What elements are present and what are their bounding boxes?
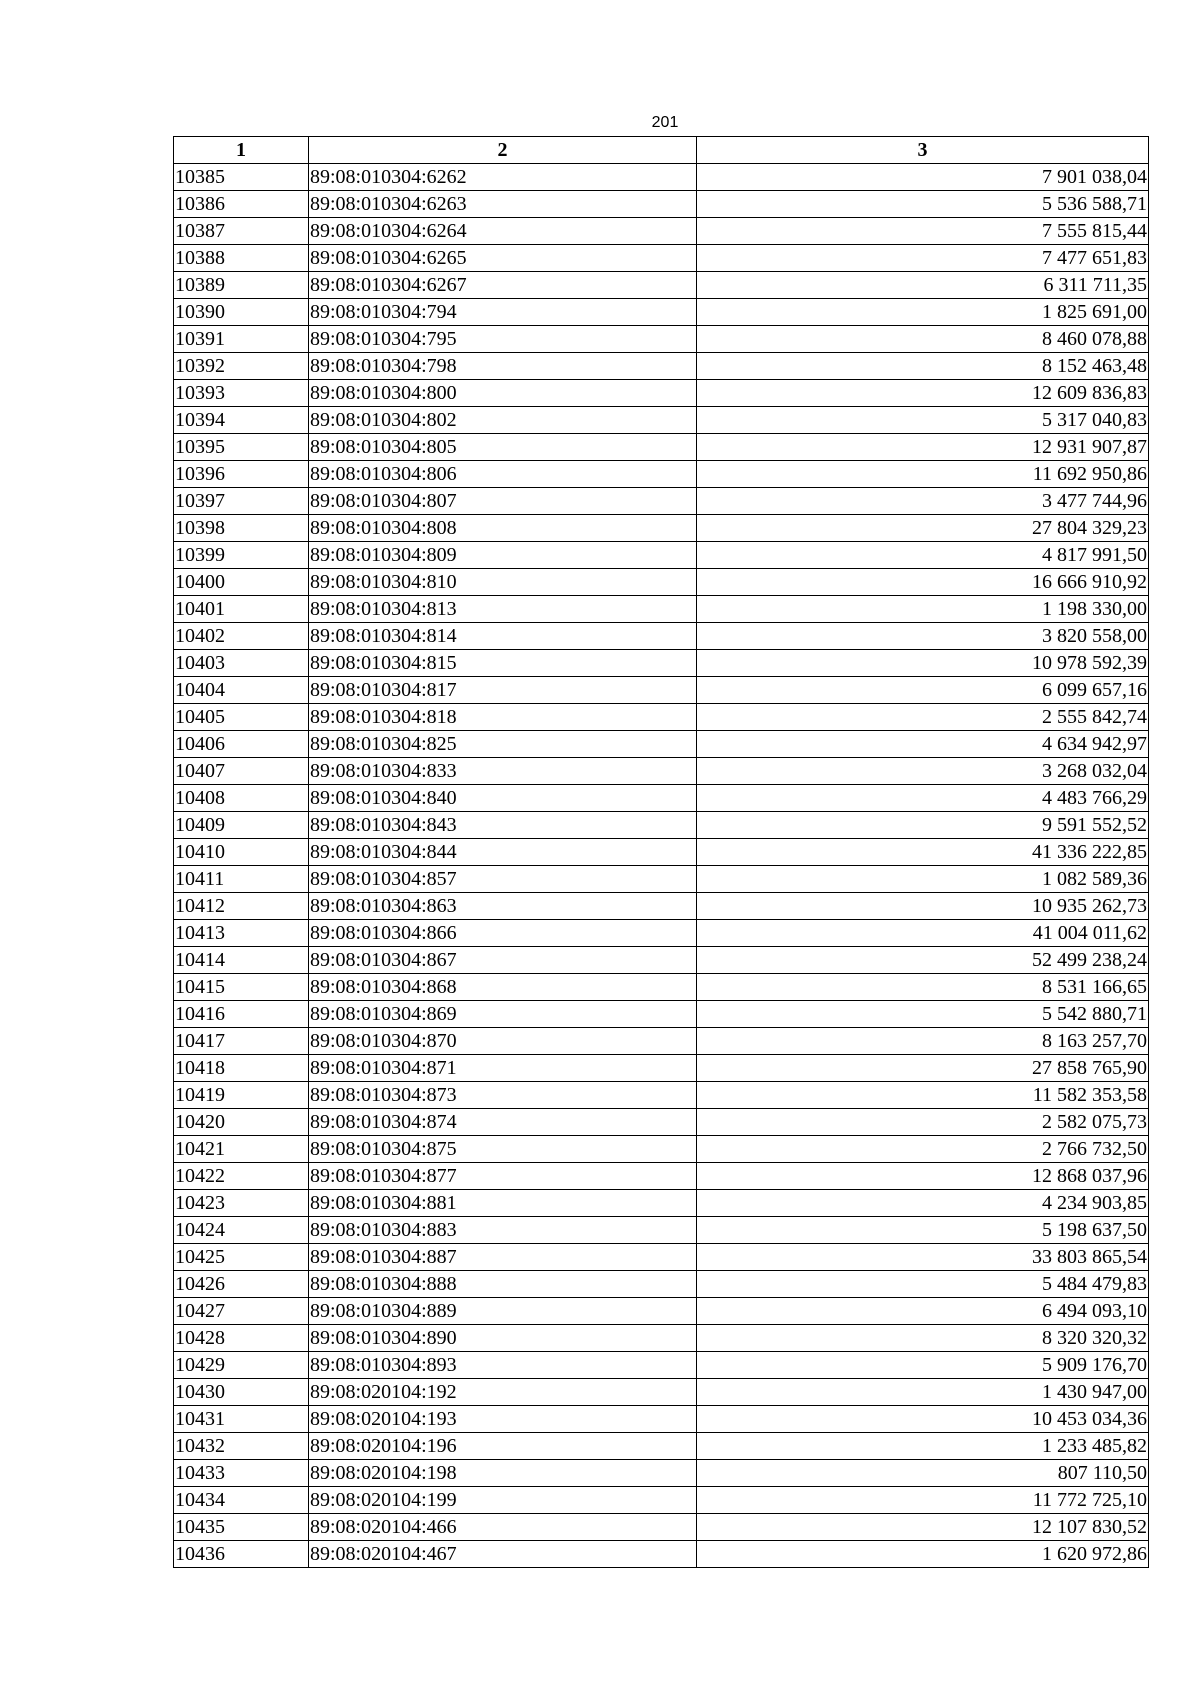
table-row — [174, 1379, 1149, 1406]
row-number-cell: 10387 — [174, 218, 309, 245]
row-number-cell: 10393 — [174, 380, 309, 407]
value-cell: 5 542 880,71 — [697, 1001, 1149, 1028]
value-cell: 5 317 040,83 — [697, 407, 1149, 434]
value-cell: 4 234 903,85 — [697, 1190, 1149, 1217]
row-number-cell: 10434 — [174, 1487, 309, 1514]
cadastral-number-cell: 89:08:010304:870 — [309, 1028, 697, 1055]
cadastral-number-cell: 89:08:010304:888 — [309, 1271, 697, 1298]
row-number-cell: 10392 — [174, 353, 309, 380]
row-number-cell: 10410 — [174, 839, 309, 866]
cadastral-number-cell: 89:08:010304:883 — [309, 1217, 697, 1244]
row-number-cell: 10402 — [174, 623, 309, 650]
row-number-cell: 10430 — [174, 1379, 309, 1406]
header-cell-3: 3 — [697, 137, 1149, 164]
cadastral-number-cell: 89:08:020104:196 — [309, 1433, 697, 1460]
row-number-cell: 10433 — [174, 1460, 309, 1487]
table-row — [174, 704, 1149, 731]
cadastral-number-cell: 89:08:010304:6265 — [309, 245, 697, 272]
row-number-cell: 10408 — [174, 785, 309, 812]
row-number-cell: 10426 — [174, 1271, 309, 1298]
value-cell: 4 817 991,50 — [697, 542, 1149, 569]
table-row — [174, 569, 1149, 596]
table-row — [174, 299, 1149, 326]
cadastral-number-cell: 89:08:010304:844 — [309, 839, 697, 866]
value-cell: 8 460 078,88 — [697, 326, 1149, 353]
table-row — [174, 839, 1149, 866]
cadastral-number-cell: 89:08:010304:863 — [309, 893, 697, 920]
value-cell: 1 825 691,00 — [697, 299, 1149, 326]
cadastral-number-cell: 89:08:010304:881 — [309, 1190, 697, 1217]
row-number-cell: 10421 — [174, 1136, 309, 1163]
data-table — [173, 136, 1149, 1568]
table-row — [174, 785, 1149, 812]
value-cell: 4 634 942,97 — [697, 731, 1149, 758]
table-row — [174, 1109, 1149, 1136]
cadastral-number-cell: 89:08:010304:809 — [309, 542, 697, 569]
table-row — [174, 650, 1149, 677]
table-row — [174, 1325, 1149, 1352]
row-number-cell: 10400 — [174, 569, 309, 596]
row-number-cell: 10396 — [174, 461, 309, 488]
value-cell: 2 766 732,50 — [697, 1136, 1149, 1163]
value-cell: 5 484 479,83 — [697, 1271, 1149, 1298]
value-cell: 6 099 657,16 — [697, 677, 1149, 704]
table-row — [174, 758, 1149, 785]
table-row — [174, 272, 1149, 299]
value-cell: 807 110,50 — [697, 1460, 1149, 1487]
row-number-cell: 10436 — [174, 1541, 309, 1568]
cadastral-number-cell: 89:08:010304:794 — [309, 299, 697, 326]
cadastral-number-cell: 89:08:010304:814 — [309, 623, 697, 650]
table-row — [174, 1406, 1149, 1433]
value-cell: 10 978 592,39 — [697, 650, 1149, 677]
cadastral-number-cell: 89:08:010304:867 — [309, 947, 697, 974]
value-cell: 7 477 651,83 — [697, 245, 1149, 272]
table-row — [174, 1271, 1149, 1298]
table-row — [174, 1514, 1149, 1541]
table-row — [174, 1190, 1149, 1217]
cadastral-number-cell: 89:08:010304:6262 — [309, 164, 697, 191]
cadastral-number-cell: 89:08:010304:825 — [309, 731, 697, 758]
value-cell: 33 803 865,54 — [697, 1244, 1149, 1271]
row-number-cell: 10422 — [174, 1163, 309, 1190]
header-cell-2: 2 — [309, 137, 697, 164]
value-cell: 3 477 744,96 — [697, 488, 1149, 515]
table-row — [174, 866, 1149, 893]
cadastral-number-cell: 89:08:020104:466 — [309, 1514, 697, 1541]
table-row — [174, 353, 1149, 380]
table-row — [174, 1487, 1149, 1514]
row-number-cell: 10431 — [174, 1406, 309, 1433]
value-cell: 1 198 330,00 — [697, 596, 1149, 623]
table-row — [174, 1244, 1149, 1271]
value-cell: 6 494 093,10 — [697, 1298, 1149, 1325]
value-cell: 1 233 485,82 — [697, 1433, 1149, 1460]
row-number-cell: 10416 — [174, 1001, 309, 1028]
value-cell: 6 311 711,35 — [697, 272, 1149, 299]
table-row — [174, 191, 1149, 218]
value-cell: 11 692 950,86 — [697, 461, 1149, 488]
table-row — [174, 1298, 1149, 1325]
value-cell: 52 499 238,24 — [697, 947, 1149, 974]
cadastral-number-cell: 89:08:020104:199 — [309, 1487, 697, 1514]
row-number-cell: 10404 — [174, 677, 309, 704]
row-number-cell: 10386 — [174, 191, 309, 218]
value-cell: 12 931 907,87 — [697, 434, 1149, 461]
value-cell: 5 198 637,50 — [697, 1217, 1149, 1244]
table-row — [174, 596, 1149, 623]
table-row — [174, 326, 1149, 353]
row-number-cell: 10413 — [174, 920, 309, 947]
cadastral-number-cell: 89:08:010304:874 — [309, 1109, 697, 1136]
value-cell: 3 268 032,04 — [697, 758, 1149, 785]
table-row — [174, 677, 1149, 704]
row-number-cell: 10411 — [174, 866, 309, 893]
cadastral-number-cell: 89:08:010304:857 — [309, 866, 697, 893]
table-row — [174, 1217, 1149, 1244]
table-row — [174, 218, 1149, 245]
cadastral-number-cell: 89:08:010304:815 — [309, 650, 697, 677]
row-number-cell: 10388 — [174, 245, 309, 272]
table-row — [174, 407, 1149, 434]
table-body — [174, 164, 1149, 1568]
value-cell: 5 909 176,70 — [697, 1352, 1149, 1379]
table-row — [174, 461, 1149, 488]
table-row — [174, 1136, 1149, 1163]
value-cell: 7 901 038,04 — [697, 164, 1149, 191]
cadastral-number-cell: 89:08:010304:871 — [309, 1055, 697, 1082]
value-cell: 12 107 830,52 — [697, 1514, 1149, 1541]
value-cell: 16 666 910,92 — [697, 569, 1149, 596]
table-row — [174, 1433, 1149, 1460]
value-cell: 9 591 552,52 — [697, 812, 1149, 839]
cadastral-number-cell: 89:08:010304:868 — [309, 974, 697, 1001]
row-number-cell: 10399 — [174, 542, 309, 569]
table-row — [174, 623, 1149, 650]
table-header — [174, 137, 1149, 164]
cadastral-number-cell: 89:08:010304:810 — [309, 569, 697, 596]
value-cell: 1 430 947,00 — [697, 1379, 1149, 1406]
value-cell: 27 858 765,90 — [697, 1055, 1149, 1082]
row-number-cell: 10409 — [174, 812, 309, 839]
table-row — [174, 1352, 1149, 1379]
row-number-cell: 10391 — [174, 326, 309, 353]
table-row — [174, 515, 1149, 542]
row-number-cell: 10405 — [174, 704, 309, 731]
cadastral-number-cell: 89:08:020104:467 — [309, 1541, 697, 1568]
row-number-cell: 10407 — [174, 758, 309, 785]
page-number: 201 — [651, 114, 679, 131]
value-cell: 12 868 037,96 — [697, 1163, 1149, 1190]
table-row — [174, 488, 1149, 515]
row-number-cell: 10403 — [174, 650, 309, 677]
cadastral-number-cell: 89:08:010304:795 — [309, 326, 697, 353]
row-number-cell: 10435 — [174, 1514, 309, 1541]
cadastral-number-cell: 89:08:010304:806 — [309, 461, 697, 488]
value-cell: 7 555 815,44 — [697, 218, 1149, 245]
table-row — [174, 1460, 1149, 1487]
value-cell: 27 804 329,23 — [697, 515, 1149, 542]
value-cell: 8 163 257,70 — [697, 1028, 1149, 1055]
table-row — [174, 1001, 1149, 1028]
table-row — [174, 920, 1149, 947]
value-cell: 12 609 836,83 — [697, 380, 1149, 407]
value-cell: 41 004 011,62 — [697, 920, 1149, 947]
cadastral-number-cell: 89:08:010304:6263 — [309, 191, 697, 218]
table-row — [174, 1055, 1149, 1082]
cadastral-number-cell: 89:08:010304:833 — [309, 758, 697, 785]
value-cell: 1 620 972,86 — [697, 1541, 1149, 1568]
value-cell: 10 453 034,36 — [697, 1406, 1149, 1433]
table-row — [174, 1541, 1149, 1568]
value-cell: 10 935 262,73 — [697, 893, 1149, 920]
cadastral-number-cell: 89:08:010304:807 — [309, 488, 697, 515]
header-cell-1: 1 — [174, 137, 309, 164]
cadastral-number-cell: 89:08:010304:802 — [309, 407, 697, 434]
table-row — [174, 164, 1149, 191]
cadastral-number-cell: 89:08:010304:866 — [309, 920, 697, 947]
table-row — [174, 380, 1149, 407]
row-number-cell: 10406 — [174, 731, 309, 758]
value-cell: 1 082 589,36 — [697, 866, 1149, 893]
cadastral-number-cell: 89:08:010304:813 — [309, 596, 697, 623]
row-number-cell: 10418 — [174, 1055, 309, 1082]
value-cell: 8 152 463,48 — [697, 353, 1149, 380]
value-cell: 41 336 222,85 — [697, 839, 1149, 866]
table-row — [174, 1163, 1149, 1190]
table-row — [174, 245, 1149, 272]
cadastral-number-cell: 89:08:010304:843 — [309, 812, 697, 839]
table-row — [174, 893, 1149, 920]
row-number-cell: 10417 — [174, 1028, 309, 1055]
cadastral-number-cell: 89:08:010304:6267 — [309, 272, 697, 299]
value-cell: 8 531 166,65 — [697, 974, 1149, 1001]
cadastral-number-cell: 89:08:020104:192 — [309, 1379, 697, 1406]
cadastral-number-cell: 89:08:010304:840 — [309, 785, 697, 812]
row-number-cell: 10424 — [174, 1217, 309, 1244]
row-number-cell: 10415 — [174, 974, 309, 1001]
table-row — [174, 731, 1149, 758]
row-number-cell: 10394 — [174, 407, 309, 434]
row-number-cell: 10432 — [174, 1433, 309, 1460]
cadastral-number-cell: 89:08:010304:889 — [309, 1298, 697, 1325]
row-number-cell: 10429 — [174, 1352, 309, 1379]
row-number-cell: 10385 — [174, 164, 309, 191]
cadastral-number-cell: 89:08:010304:887 — [309, 1244, 697, 1271]
cadastral-number-cell: 89:08:020104:193 — [309, 1406, 697, 1433]
row-number-cell: 10412 — [174, 893, 309, 920]
value-cell: 4 483 766,29 — [697, 785, 1149, 812]
table-row — [174, 812, 1149, 839]
cadastral-number-cell: 89:08:010304:805 — [309, 434, 697, 461]
row-number-cell: 10390 — [174, 299, 309, 326]
table-row — [174, 542, 1149, 569]
row-number-cell: 10420 — [174, 1109, 309, 1136]
table-row — [174, 947, 1149, 974]
cadastral-number-cell: 89:08:020104:198 — [309, 1460, 697, 1487]
value-cell: 3 820 558,00 — [697, 623, 1149, 650]
value-cell: 11 772 725,10 — [697, 1487, 1149, 1514]
cadastral-number-cell: 89:08:010304:875 — [309, 1136, 697, 1163]
row-number-cell: 10428 — [174, 1325, 309, 1352]
cadastral-number-cell: 89:08:010304:800 — [309, 380, 697, 407]
row-number-cell: 10425 — [174, 1244, 309, 1271]
header-row — [174, 137, 1149, 164]
cadastral-number-cell: 89:08:010304:877 — [309, 1163, 697, 1190]
row-number-cell: 10419 — [174, 1082, 309, 1109]
row-number-cell: 10427 — [174, 1298, 309, 1325]
cadastral-number-cell: 89:08:010304:873 — [309, 1082, 697, 1109]
cadastral-number-cell: 89:08:010304:890 — [309, 1325, 697, 1352]
cadastral-number-cell: 89:08:010304:798 — [309, 353, 697, 380]
cadastral-number-cell: 89:08:010304:808 — [309, 515, 697, 542]
value-cell: 2 555 842,74 — [697, 704, 1149, 731]
value-cell: 8 320 320,32 — [697, 1325, 1149, 1352]
cadastral-number-cell: 89:08:010304:817 — [309, 677, 697, 704]
table-row — [174, 1028, 1149, 1055]
row-number-cell: 10395 — [174, 434, 309, 461]
value-cell: 2 582 075,73 — [697, 1109, 1149, 1136]
table-row — [174, 974, 1149, 1001]
row-number-cell: 10414 — [174, 947, 309, 974]
row-number-cell: 10401 — [174, 596, 309, 623]
table-row — [174, 434, 1149, 461]
value-cell: 5 536 588,71 — [697, 191, 1149, 218]
cadastral-number-cell: 89:08:010304:893 — [309, 1352, 697, 1379]
cadastral-number-cell: 89:08:010304:818 — [309, 704, 697, 731]
row-number-cell: 10389 — [174, 272, 309, 299]
row-number-cell: 10397 — [174, 488, 309, 515]
table-row — [174, 1082, 1149, 1109]
row-number-cell: 10423 — [174, 1190, 309, 1217]
cadastral-number-cell: 89:08:010304:869 — [309, 1001, 697, 1028]
row-number-cell: 10398 — [174, 515, 309, 542]
value-cell: 11 582 353,58 — [697, 1082, 1149, 1109]
cadastral-number-cell: 89:08:010304:6264 — [309, 218, 697, 245]
